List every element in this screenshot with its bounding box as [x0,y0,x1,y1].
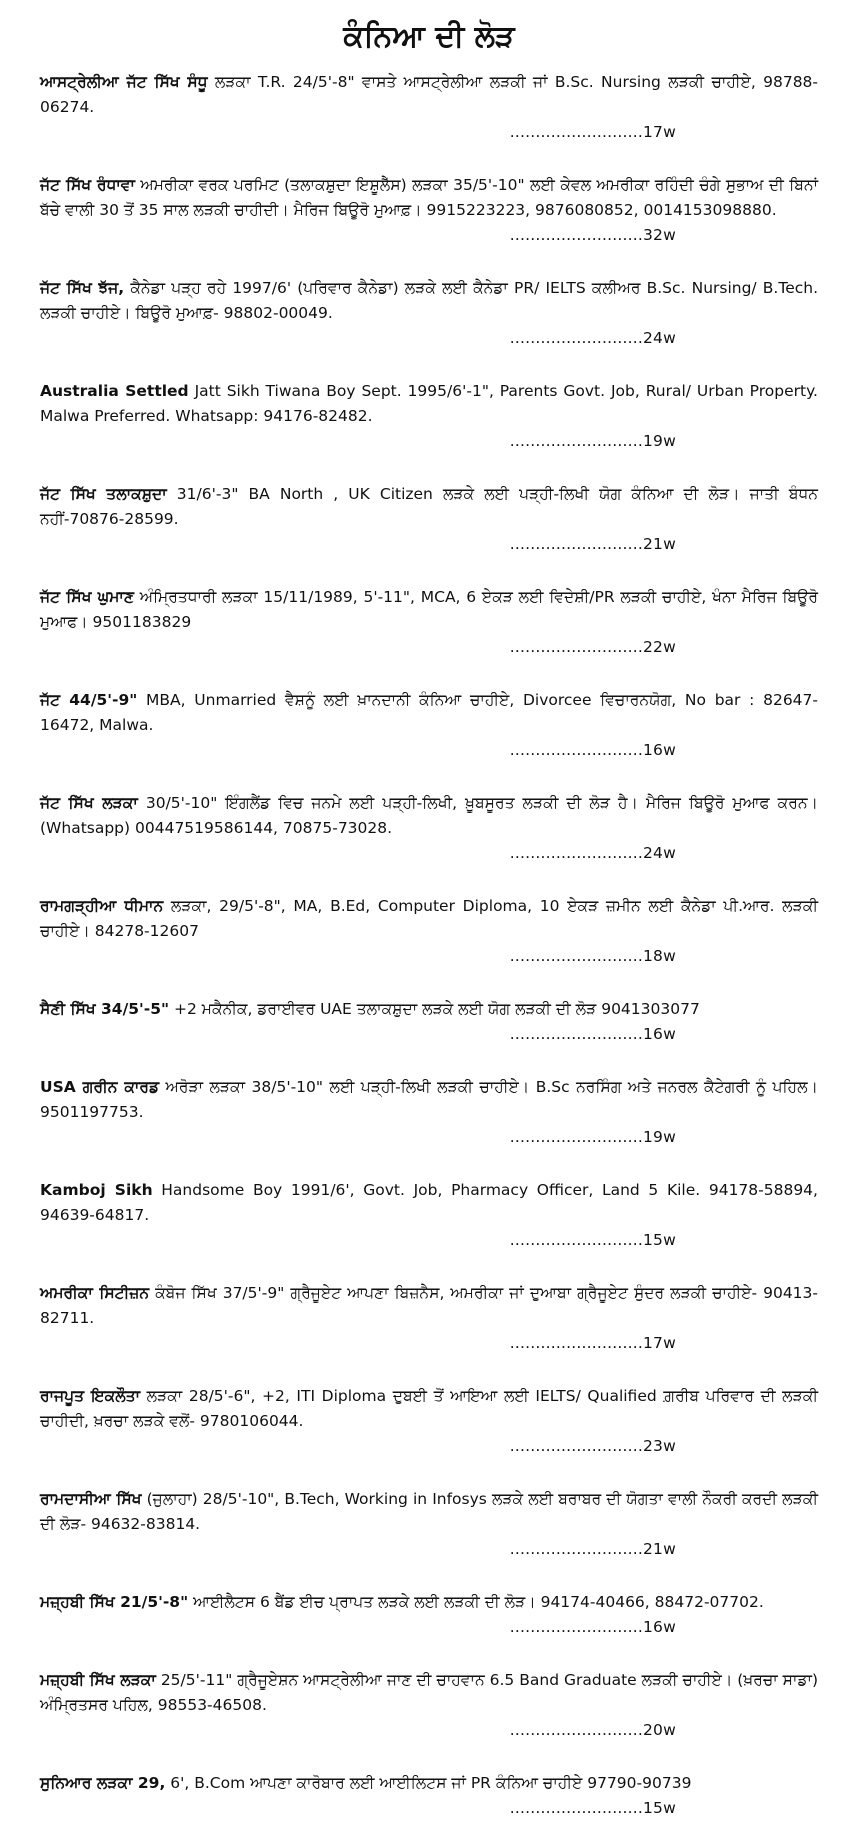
ad-entry [40,1075,818,1150]
ad-text: ਕੰਬੋਜ ਸਿੱਖ 37/5'-9" ਗ੍ਰੈਜੂਏਟ ਆਪਣਾ ਬਿਜ਼ਨੈਸ, ਅਮਰੀਕਾ ਜਾਂ ਦੁਆਬਾ ਗ੍ਰੈਜੂਏਟ ਸੁੰਦਰ ਲੜਕੀ ਚਾਹੀਏ- 90413-82711. [40,1284,818,1327]
ad-lead: ਜੱਟ ਸਿੱਖ ਤਲਾਕਸ਼ੁਦਾ [40,485,167,503]
ad-entry [40,482,818,557]
ad-lead: ਸੁਨਿਆਰ ਲੜਕਾ 29, [40,1774,166,1792]
ad-lead: ਰਾਮਦਾਸੀਆ ਸਿੱਖ [40,1490,142,1508]
ad-entry [40,997,818,1047]
ad-entry [40,1771,818,1821]
ad-code: ..........................16w [509,741,676,759]
ad-code: ..........................17w [509,1334,676,1352]
ad-lead: ਜੱਟ ਸਿੱਖ ਰੰਧਾਵਾ [40,176,135,194]
ad-entry [40,173,818,248]
ad-entry [40,791,818,866]
ad-code: ..........................17w [509,123,676,141]
ad-entry [40,585,818,660]
ad-code: ..........................19w [509,432,676,450]
ad-entry [40,688,818,763]
ad-entry [40,276,818,351]
ad-text: ਅਰੋੜਾ ਲੜਕਾ 38/5'-10" ਲਈ ਪੜ੍ਹੀ-ਲਿਖੀ ਲੜਕੀ ਚਾਹੀਏ। B.Sc ਨਰਸਿੰਗ ਅਤੇ ਜਨਰਲ ਕੈਟੇਗਰੀ ਨੂੰ ਪਹਿਲ। 9501197753. [40,1078,818,1121]
ad-text: Handsome Boy 1991/6', Govt. Job, Pharmacy Officer, Land 5 Kile. 94178-58894, 94639-64817. [40,1181,818,1224]
page-title: ਕੰਨਿਆ ਦੀ ਲੋੜ [343,19,515,54]
ad-code: ..........................24w [509,844,676,862]
ad-lead: USA ਗਰੀਨ ਕਾਰਡ [40,1078,160,1096]
ad-lead: ਰਾਜਪੂਤ ਇਕਲੌਤਾ [40,1387,141,1405]
ad-entry [40,379,818,454]
ad-text: 30/5'-10" ਇੰਗਲੈਂਡ ਵਿਚ ਜਨਮੇ ਲਈ ਪੜ੍ਹੀ-ਲਿਖੀ, ਖ਼ੂਬਸੂਰਤ ਲੜਕੀ ਦੀ ਲੋੜ ਹੈ। ਮੈਰਿਜ ਬਿਊਰੋ ਮੁਆਫ ਕਰਨ। (Whatsapp) 00447519586144, 70875-73028. [40,794,818,837]
ad-lead: ਸੈਣੀ ਸਿੱਖ 34/5'-5" [40,1000,170,1018]
ad-text: (ਜੁਲਾਹਾ) 28/5'-10", B.Tech, Working in Infosys ਲੜਕੇ ਲਈ ਬਰਾਬਰ ਦੀ ਯੋਗਤਾ ਵਾਲੀ ਨੌਕਰੀ ਕਰਦੀ ਲੜਕੀ ਦੀ ਲੋੜ- 94632-83814. [40,1490,819,1533]
ad-code: ..........................23w [509,1437,676,1455]
ad-entry [40,894,818,969]
ad-lead: ਮਜ਼੍ਹਬੀ ਸਿੱਖ 21/5'-8" [40,1593,189,1611]
ad-code: ..........................21w [509,535,676,553]
ad-text: 25/5'-11" ਗ੍ਰੈਜੂਏਸ਼ਨ ਆਸਟ੍ਰੇਲੀਆ ਜਾਣ ਦੀ ਚਾਹਵਾਨ 6.5 Band Graduate ਲੜਕੀ ਚਾਹੀਏ। (ਖ਼ਰਚਾ ਸਾਡਾ) ਅੰਮ੍ਰਿਤਸਰ ਪਹਿਲ, 98553-46508. [40,1671,818,1714]
ad-lead: ਮਜ਼੍ਹਬੀ ਸਿੱਖ ਲੜਕਾ [40,1671,156,1689]
ad-text: ਅੰਮ੍ਰਿਤਧਾਰੀ ਲੜਕਾ 15/11/1989, 5'-11", MCA, 6 ਏਕੜ ਲਈ ਵਿਦੇਸ਼ੀ/PR ਲੜਕੀ ਚਾਹੀਏ, ਖੰਨਾ ਮੈਰਿਜ ਬਿਊਰੋ ਮੁਆਫ। 9501183829 [40,588,818,631]
ad-text: MBA, Unmarried ਵੈਸ਼ਨੂੰ ਲਈ ਖ਼ਾਨਦਾਨੀ ਕੰਨਿਆ ਚਾਹੀਏ, Divorcee ਵਿਚਾਰਨਯੋਗ, No bar : 82647-16472, Malwa. [40,691,818,734]
ad-entry [40,1668,818,1743]
ad-entry [40,1281,818,1356]
ad-code: ..........................15w [509,1231,676,1249]
ad-entry [40,1384,818,1459]
ad-lead: ਜੱਟ ਸਿੱਖ ਘੁਮਾਣ [40,588,134,606]
ad-entry [40,1590,818,1640]
ad-text: ਲੜਕਾ 28/5'-6", +2, ITI Diploma ਦੁਬਈ ਤੋਂ ਆਇਆ ਲਈ IELTS/ Qualified ਗ਼ਰੀਬ ਪਰਿਵਾਰ ਦੀ ਲੜਕੀ ਚਾਹੀਦੀ, ਖ਼ਰਚਾ ਲੜਕੇ ਵਲੋਂ- 9780106044. [40,1387,818,1430]
ad-text: +2 ਮਕੈਨੀਕ, ਡਰਾਈਵਰ UAE ਤਲਾਕਸ਼ੁਦਾ ਲੜਕੇ ਲਈ ਯੋਗ ਲੜਕੀ ਦੀ ਲੋੜ 9041303077 [169,1000,700,1018]
ad-text: 31/6'-3" BA North , UK Citizen ਲੜਕੇ ਲਈ ਪੜ੍ਹੀ-ਲਿਖੀ ਯੋਗ ਕੰਨਿਆ ਦੀ ਲੋੜ। ਜਾਤੀ ਬੰਧਨ ਨਹੀਂ-70876-28599. [40,485,818,528]
ad-entry [40,70,818,145]
ad-code: ..........................18w [509,947,676,965]
ad-code: ..........................24w [509,329,676,347]
ad-text: ਕੈਨੇਡਾ ਪੜ੍ਹ ਰਹੇ 1997/6' (ਪਰਿਵਾਰ ਕੈਨੇਡਾ) ਲੜਕੇ ਲਈ ਕੈਨੇਡਾ PR/ IELTS ਕਲੀਅਰ B.Sc. Nursing/ B.Tech. ਲੜਕੀ ਚਾਹੀਏ। ਬਿਊਰੋ ਮੁਆਫ਼- 98802-00049. [40,279,819,322]
ad-code: ..........................20w [509,1721,676,1739]
ad-lead: ਜੱਟ 44/5'-9" [40,691,138,709]
ad-text: ਅਮਰੀਕਾ ਵਰਕ ਪਰਮਿਟ (ਤਲਾਕਸ਼ੁਦਾ ਇਸ਼ੂਲੈੱਸ) ਲੜਕਾ 35/5'-10" ਲਈ ਕੇਵਲ ਅਮਰੀਕਾ ਰਹਿੰਦੀ ਚੰਗੇ ਸੁਭਾਅ ਦੀ ਬਿਨਾਂ ਬੱਚੇ ਵਾਲੀ 30 ਤੋਂ 35 ਸਾਲ ਲੜਕੀ ਚਾਹੀਦੀ। ਮੈਰਿਜ ਬਿਊਰੋ ਮੁਆਫ਼। 9915223223, 9876080852, 0014153098880. [40,176,819,219]
ad-code: ..........................22w [509,638,676,656]
ad-text: ਲੜਕਾ, 29/5'-8", MA, B.Ed, Computer Diploma, 10 ਏਕੜ ਜ਼ਮੀਨ ਲਈ ਕੈਨੇਡਾ ਪੀ.ਆਰ. ਲੜਕੀ ਚਾਹੀਏ। 84278-12607 [40,897,818,940]
ad-text: ਆਈਲੈਟਸ 6 ਬੈਂਡ ਈਚ ਪ੍ਰਾਪਤ ਲੜਕੇ ਲਈ ਲੜਕੀ ਦੀ ਲੋੜ। 94174-40466, 88472-07702. [188,1593,764,1611]
ad-lead: Australia Settled [40,382,189,400]
ad-code: ..........................19w [509,1128,676,1146]
ad-text: 6', B.Com ਆਪਣਾ ਕਾਰੋਬਾਰ ਲਈ ਆਈਲਿਟਸ ਜਾਂ PR ਕੰਨਿਆ ਚਾਹੀਏ 97790-90739 [165,1774,692,1792]
ad-lead: Kamboj Sikh [40,1181,153,1199]
ad-text: Jatt Sikh Tiwana Boy Sept. 1995/6'-1", Parents Govt. Job, Rural/ Urban Property. Malwa Preferred. Whatsapp: 94176-82482. [40,382,818,425]
ad-lead: ਆਸਟ੍ਰੇਲੀਆ ਜੱਟ ਸਿੱਖ ਸੰਧੂ [40,73,208,91]
ad-text: ਲੜਕਾ T.R. 24/5'-8" ਵਾਸਤੇ ਆਸਟ੍ਰੇਲੀਆ ਲੜਕੀ ਜਾਂ B.Sc. Nursing ਲੜਕੀ ਚਾਹੀਏ, 98788-06274. [40,73,819,116]
ad-code: ..........................21w [509,1540,676,1558]
ad-lead: ਰਾਮਗੜ੍ਹੀਆ ਧੀਮਾਨ [40,897,164,915]
ad-code: ..........................16w [509,1618,676,1636]
ad-lead: ਜੱਟ ਸਿੱਖ ਲੜਕਾ [40,794,138,812]
ad-code: ..........................16w [509,1025,676,1043]
ad-lead: ਜੱਟ ਸਿੱਖ ਝੱਜ, [40,279,125,297]
ad-entry [40,1178,818,1253]
ad-code: ..........................32w [509,226,676,244]
ad-code: ..........................15w [509,1799,676,1817]
ad-lead: ਅਮਰੀਕਾ ਸਿਟੀਜ਼ਨ [40,1284,150,1302]
ad-entry [40,1487,818,1562]
